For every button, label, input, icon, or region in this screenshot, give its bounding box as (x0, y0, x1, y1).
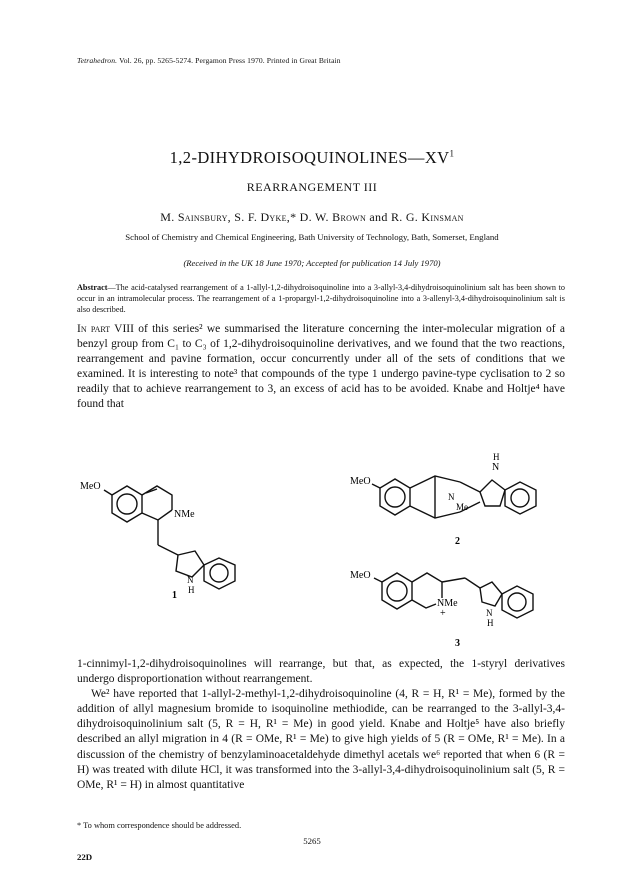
abstract-text: —The acid-catalysed rearrangement of a 1-allyl-1,2-dihydroisoquinoline into a 3-allyl-3,4-dihydroisoquinolinium salt has been shown to occur in an intramolecular process. The rearrangement of a 1-propargyl-1,2-dihydroisoquinoline into a 3-allenyl-3,4-dihydroisoquinolinium salt is also described. (77, 283, 565, 314)
nme-label: NMe (437, 598, 458, 609)
affiliation: School of Chemistry and Chemical Engineering, Bath University of Technology, Bath, Somerset, England (125, 232, 499, 242)
body-paragraph-3: We² have reported that 1-allyl-2-methyl-1,2-dihydroisoquinoline (4, R = H, R¹ = Me), formed by the addition of allyl magnesium bromide to isoquinoline methiodide, can be rearranged to the 3-allyl-3,4-dihydroisoquinolinium salt (5, R = H, R¹ = Me) in good yield. Knabe and Holtje⁵ have also briefly described an allyl migration in 4 (R = OMe, R¹ = Me) to give high yields of 5 (R = OMe, R¹ = Me). In a discussion of the chemistry of benzylaminoacetaldehyde dimethyl acetals we⁶ reported that when 6 (R = H) was treated with dilute HCl, it was transformed into the 3-allyl-3,4-dihydroisoquinolinium salt (5, R = OMe, R¹ = H) in almost quantitative (77, 688, 565, 791)
footnote: * To whom correspondence should be addressed. (77, 821, 242, 830)
paper-subtitle: REARRANGEMENT III (246, 180, 378, 194)
abstract (77, 282, 565, 315)
structure-2 (350, 440, 580, 550)
indole-n-label: N (187, 575, 194, 585)
page-number: 5265 (303, 836, 321, 846)
paragraph-lead: In part (77, 323, 111, 335)
structure-1 (80, 455, 280, 605)
compound-label-1: 1 (172, 590, 177, 601)
compound-label-3: 3 (455, 638, 460, 649)
compound-label-2: 2 (455, 536, 460, 547)
journal-name: Tetrahedron. (77, 56, 118, 65)
structure-3 (350, 560, 580, 650)
meo-label: MeO (350, 476, 371, 487)
journal-citation (77, 56, 341, 65)
author-name: Brown (332, 210, 367, 224)
meo-label: MeO (350, 570, 371, 581)
top-n-label: N (492, 462, 500, 473)
author-name: Kinsman (421, 210, 464, 224)
citation-details: Vol. 26, pp. 5265-5274. Pergamon Press 1970. Printed in Great Britain (119, 56, 341, 65)
author-conjunction: and (366, 210, 391, 224)
body-paragraph-2: 1-cinnimyl-1,2-dihydroisoquinolines will rearrange, but that, as expected, the 1-styryl derivatives undergo disproportionation without rearrangement. (77, 658, 565, 686)
bridge-n-label: N (448, 492, 455, 502)
indole-n-label: N (486, 608, 493, 618)
author-initials: , S. F. (227, 210, 261, 224)
corresponding-mark: ,* (286, 210, 300, 224)
author-initials: R. G. (390, 210, 422, 224)
indole-h-label: H (188, 585, 195, 595)
author-list (0, 210, 624, 225)
author-initials: D. W. (299, 210, 333, 224)
received-dates: (Received in the UK 18 June 1970; Accepted for publication 14 July 1970) (183, 258, 441, 268)
indole-h-label: H (487, 618, 494, 628)
author-name: Sainsbury (177, 210, 228, 224)
paragraph-text: VIII of this series² we summarised the literature concerning the inter-molecular migration of a benzyl group from C₁ to C₃ of 1,2-dihydroisoquinoline derivatives, and we found that the two reactions, rearrangement and pavine formation, occur concurrently under all of the sets of conditions that we examined. It is interesting to note³ that compounds of the type 1 undergo pavine-type cyclisation to 2 so readily that to achieve rearrangement to 3, an excess of acid has to be avoided. Knabe and Holtje⁴ have found that (77, 323, 565, 411)
body-paragraph-1 (77, 322, 565, 413)
title-text: 1,2-DIHYDROISOQUINOLINES—XV (169, 148, 450, 167)
top-h-label: H (493, 452, 500, 462)
sheet-signature: 22D (77, 852, 93, 862)
body-continued (77, 657, 565, 793)
author-initials: M. (160, 210, 178, 224)
paper-title (0, 148, 624, 168)
abstract-label: Abstract (77, 283, 108, 292)
meo-label: MeO (80, 481, 101, 492)
bridge-me-label: Me (456, 502, 468, 512)
nme-label: NMe (174, 509, 195, 520)
plus-charge: + (440, 608, 446, 619)
title-footnote-ref: 1 (449, 148, 455, 159)
author-name: Dyke (260, 210, 287, 224)
